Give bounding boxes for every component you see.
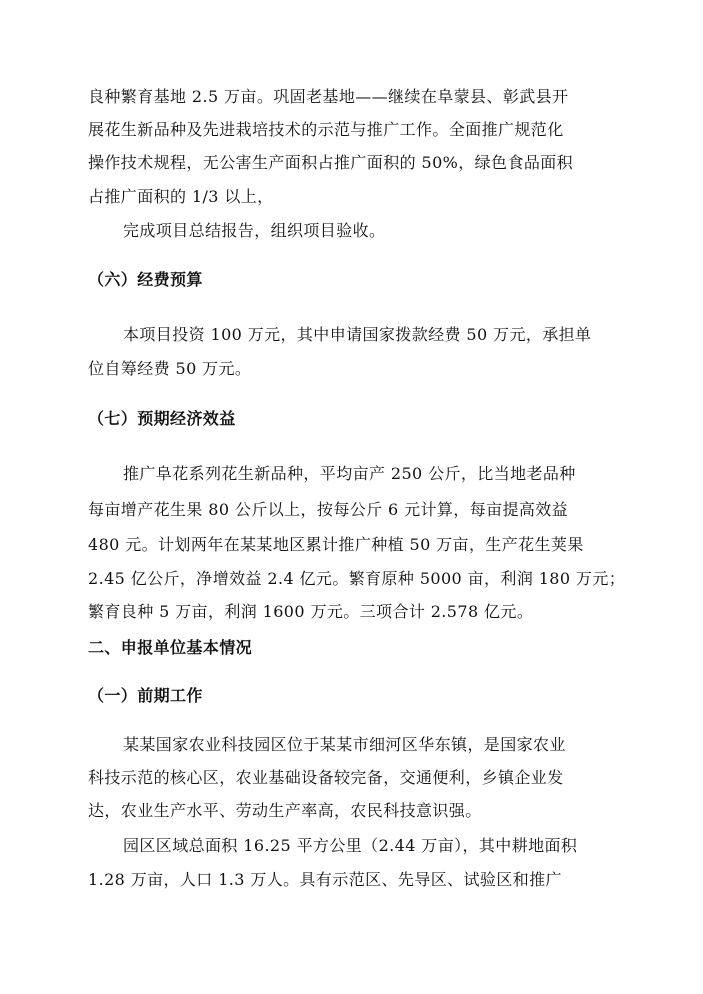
section-heading: （一）前期工作 [88, 686, 203, 705]
chapter-heading: 二、申报单位基本情况 [88, 638, 253, 657]
text-line: 完成项目总结报告，组织项目验收。 [123, 221, 386, 240]
text-line: 2.45 亿公斤，净增效益 2.4 亿元。繁育原种 5000 亩，利润 180 万元； [88, 569, 626, 588]
text-line: 本项目投资 100 万元，其中申请国家拨款经费 50 万元，承担单 [123, 325, 592, 344]
text-line: 某某国家农业科技园区位于某某市细河区华东镇，是国家农业 [123, 735, 566, 754]
text-line: 占推广面积的 1/3 以上， [88, 187, 274, 206]
text-line: 园区区域总面积 16.25 平方公里（2.44 万亩），其中耕地面积 [123, 836, 578, 855]
text-line: 480 元。计划两年在某某地区累计推广种植 50 万亩，生产花生荚果 [88, 535, 584, 554]
section-heading: （六）经费预算 [88, 270, 203, 289]
text-line: 推广阜花系列花生新品种，平均亩产 250 公斤，比当地老品种 [123, 464, 576, 483]
text-line: 展花生新品种及先进栽培技术的示范与推广工作。全面推广规范化 [88, 120, 564, 139]
text-line: 科技示范的核心区，农业基础设备较完备，交通便利，乡镇企业发 [88, 768, 564, 787]
text-line: 位自筹经费 50 万元。 [88, 359, 252, 378]
text-line: 繁育良种 5 万亩，利润 1600 万元。三项合计 2.578 亿元。 [88, 602, 534, 621]
text-line: 达，农业生产水平、劳动生产率高，农民科技意识强。 [88, 801, 482, 820]
text-line: 1.28 万亩，人口 1.3 万人。具有示范区、先导区、试验区和推广 [88, 870, 562, 889]
section-heading: （七）预期经济效益 [88, 409, 236, 428]
text-line: 操作技术规程，无公害生产面积占推广面积的 50%，绿色食品面积 [88, 153, 574, 172]
text-line: 良种繁育基地 2.5 万亩。巩固老基地——继续在阜蒙县、彰武县开 [88, 87, 569, 106]
text-line: 每亩增产花生果 80 公斤以上，按每公斤 6 元计算，每亩提高效益 [88, 500, 569, 519]
